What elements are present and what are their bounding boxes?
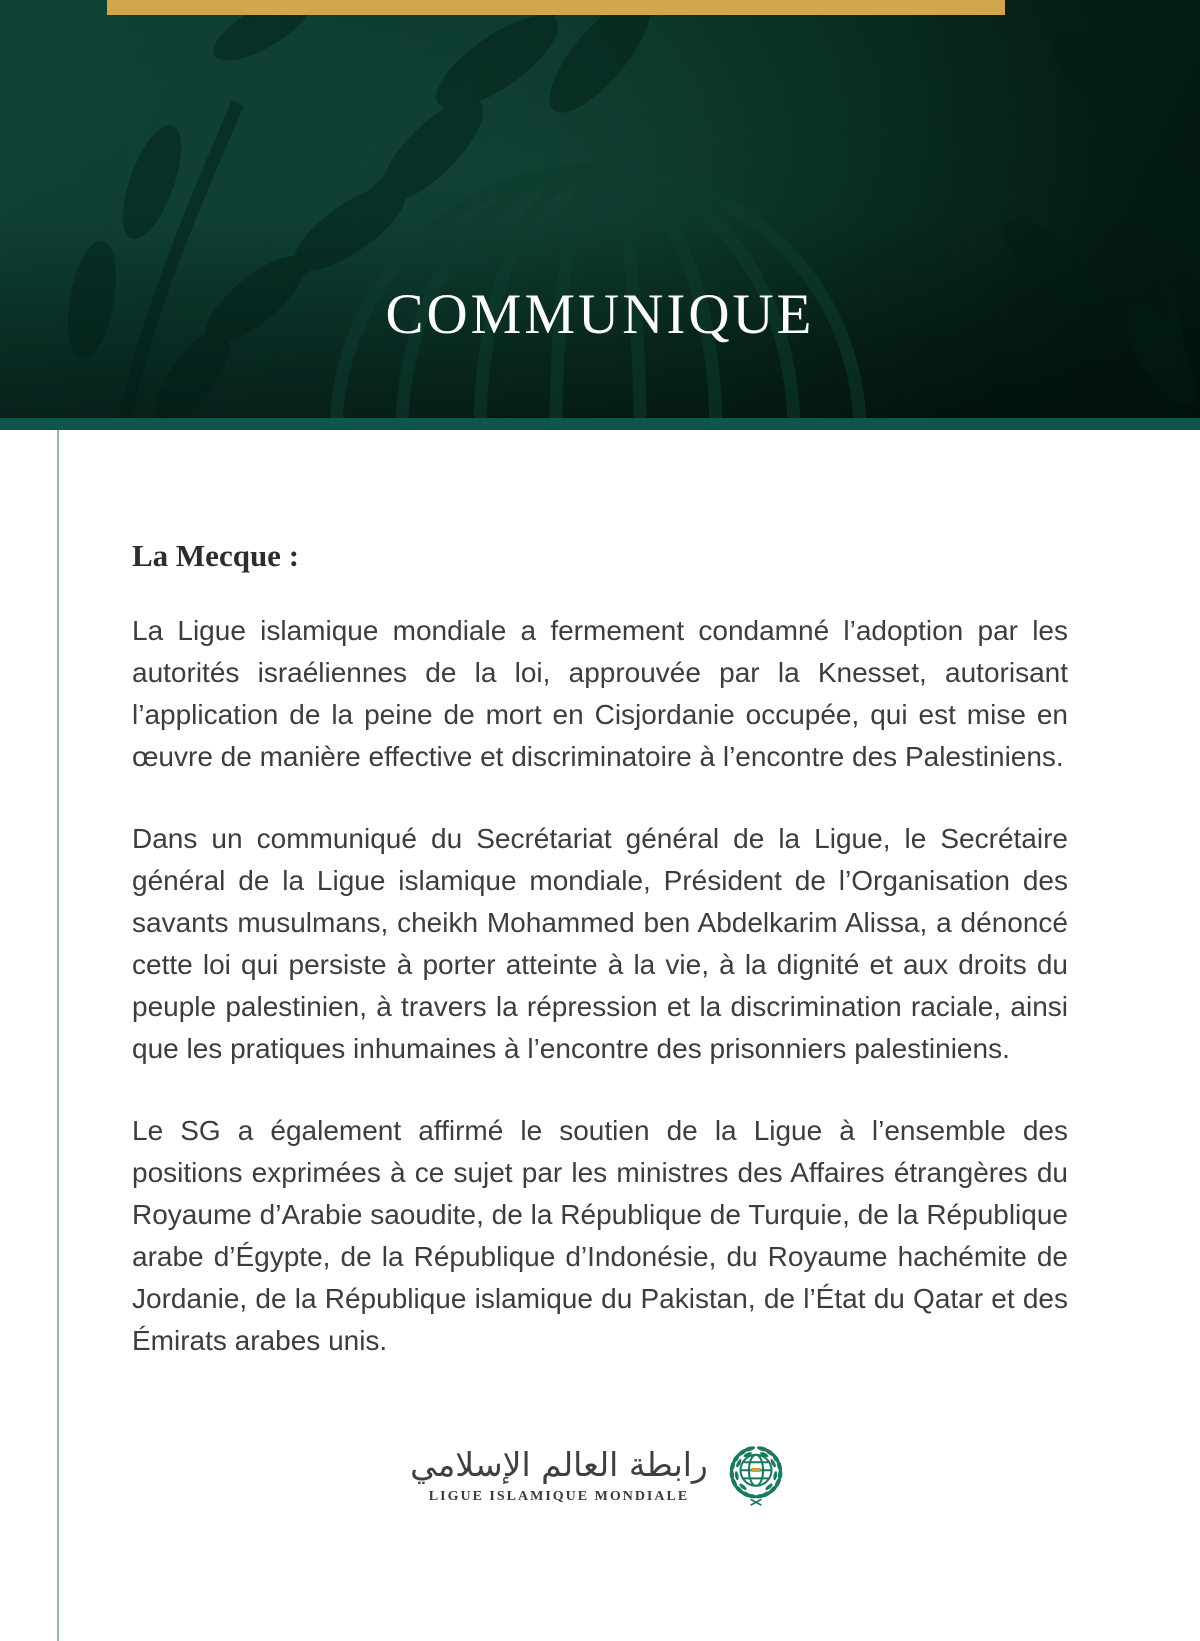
paragraph-2: Dans un communiqué du Secrétariat général de la Ligue, le Secrétaire général de la Ligue islamique mondiale, Président de l’Organisation des savants musulmans, cheikh Mohammed ben Abdelkarim Alissa, a dénoncé cette loi qui persiste à porter atteinte à la vie, à la dignité et aux droits du peuple palestinien, à travers la répression et la discrimination raciale, ainsi que les pratiques inhumaines à l’encontre des prisonniers palestiniens. <box>132 823 1068 1064</box>
logo-caption: LIGUE ISLAMIQUE MONDIALE <box>428 1488 690 1504</box>
content-area <box>0 430 1200 1641</box>
teal-divider <box>0 418 1200 430</box>
left-vertical-rule <box>57 430 59 1641</box>
communique-body <box>0 430 1200 1510</box>
gold-accent-bar <box>107 0 1005 15</box>
paragraph-3: Le SG a également affirmé le soutien de la Ligue à l’ensemble des positions exprimées à ce sujet par les ministres des Affaires étrangères du Royaume d’Arabie saoudite, de la République de Turquie, de la République arabe d’Égypte, de la République d’Indonésie, du Royaume hachémite de Jordanie, de la République islamique du Pakistan, de l’État du Qatar et des Émirats arabes unis. <box>132 1115 1068 1356</box>
mwl-logo <box>132 1440 1068 1510</box>
paragraph-1: La Ligue islamique mondiale a fermement condamné l’adoption par les autorités israéliennes de la loi, approuvée par la Knesset, autorisant l’application de la peine de mort en Cisjordanie occupée, qui est mise en œuvre de manière effective et discriminatoire à l’encontre des Palestiniens. <box>132 615 1068 772</box>
laurel-globe-background-art <box>0 0 1200 418</box>
arabic-calligraphy: رابطة العالم الإسلامي <box>410 1445 708 1485</box>
globe-laurel-emblem-icon <box>722 1440 790 1510</box>
header-banner <box>0 0 1200 418</box>
mwl-logo-text <box>410 1445 708 1505</box>
page-title: COMMUNIQUE <box>385 283 815 346</box>
dateline-heading: La Mecque : <box>132 538 300 573</box>
